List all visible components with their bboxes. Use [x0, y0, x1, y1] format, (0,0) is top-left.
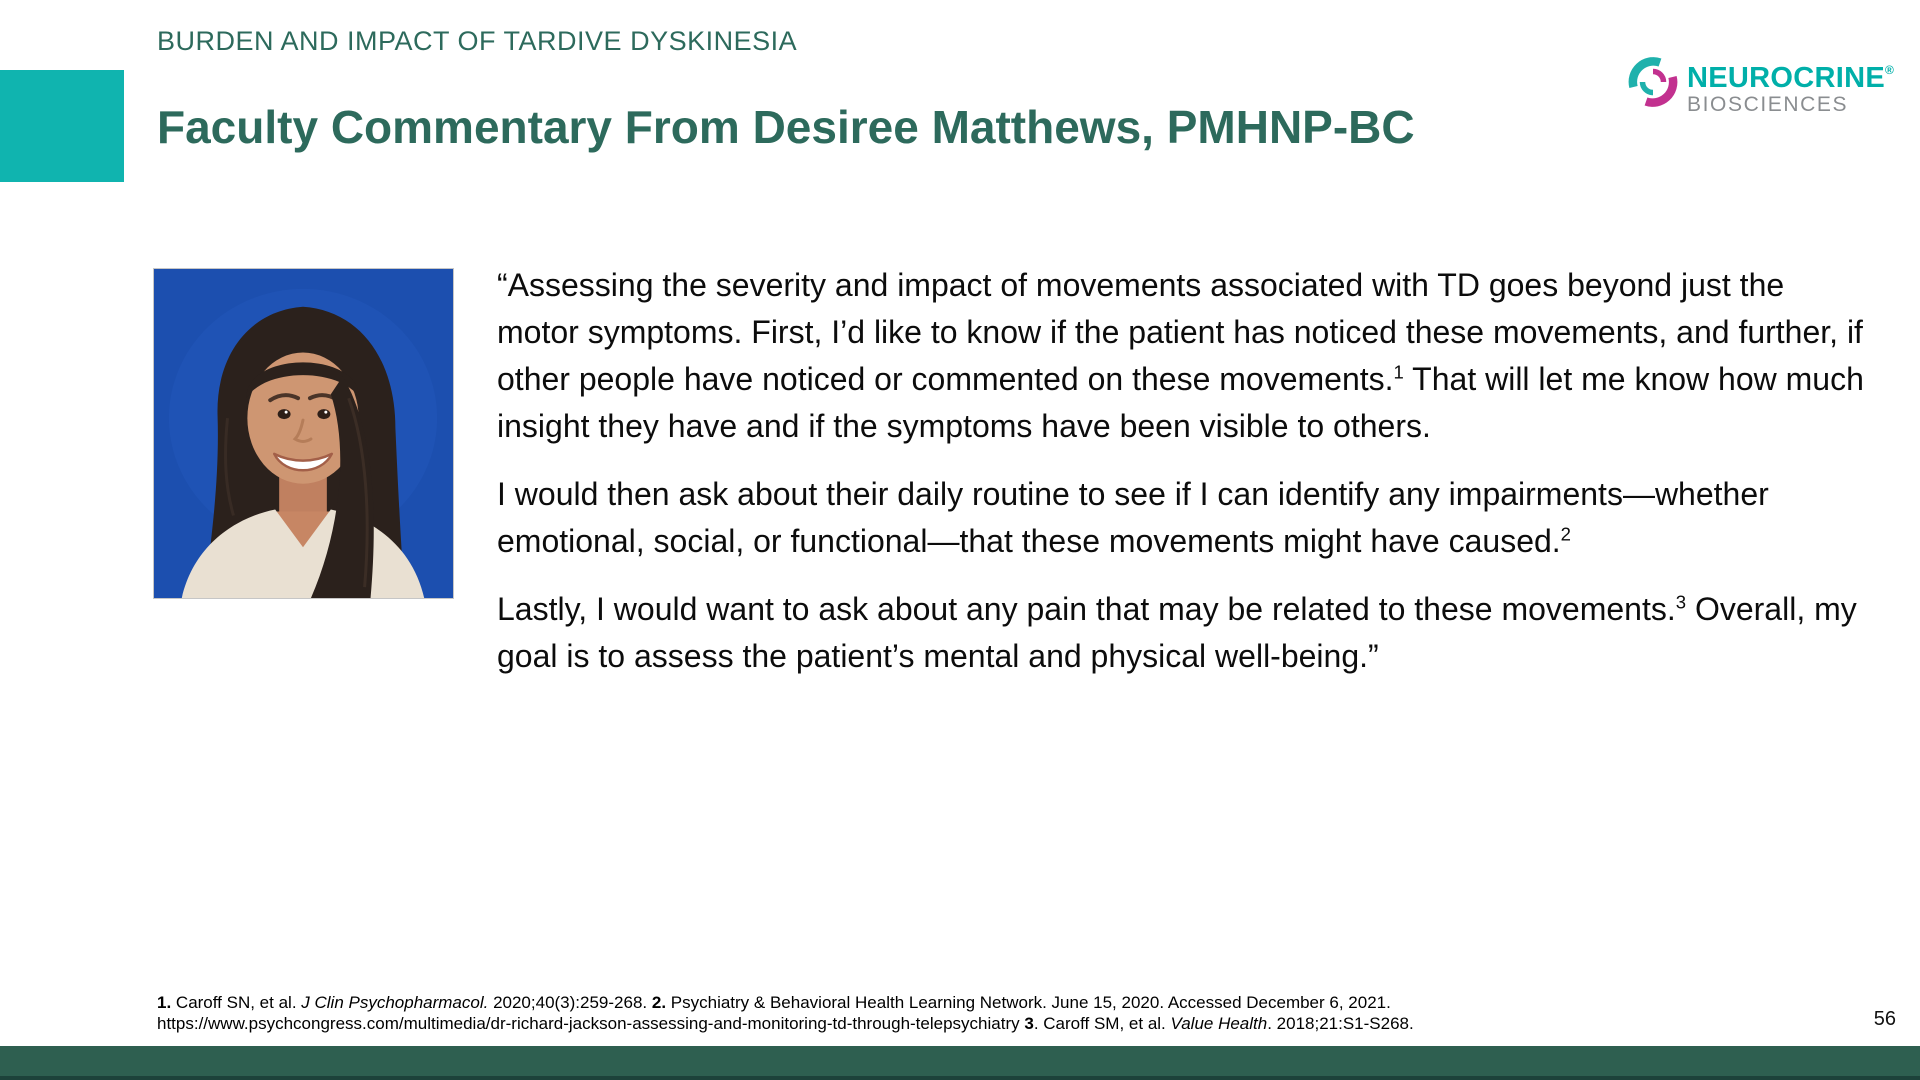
faculty-headshot-photo [153, 268, 454, 599]
logo-name [1687, 55, 1894, 93]
neurocrine-swirl-icon [1628, 57, 1678, 107]
quote-paragraph-1: “Assessing the severity and impact of movements associated with TD goes beyond just the motor symptoms. First, I’d like to know if the patient has noticed these movements, and further, if other people have noticed or commented on these movements.$^1$ That will let me know how much insight they have and if the symptoms have been visible to others. [497, 267, 1864, 444]
logo-name-text: NEUROCRINE [1687, 62, 1885, 94]
quote-paragraph-2: I would then ask about their daily routine to see if I can identify any impairments—whether emotional, social, or functional—that these movements might have caused.$^2$ [497, 476, 1769, 559]
page-title: Faculty Commentary From Desiree Matthews, PMHNP-BC [157, 101, 1415, 153]
accent-square [0, 70, 124, 182]
quote-block [497, 262, 1869, 701]
section-kicker: BURDEN AND IMPACT OF TARDIVE DYSKINESIA [157, 26, 798, 56]
quote-paragraph-3: Lastly, I would want to ask about any pain that may be related to these movements.$^3$ Overall, my goal is to assess the patient’s mental and physical well-being.” [497, 591, 1857, 674]
references [157, 993, 1414, 1034]
logo-subtitle: BIOSCIENCES [1687, 93, 1849, 116]
footer-bar [0, 1046, 1920, 1080]
neurocrine-logo [1628, 55, 1894, 116]
references-line-2: https://www.psychcongress.com/multimedia/dr-richard-jackson-assessing-and-monitoring-td-through-telepsychiatry 3. Caroff SM, et al. Value Health. 2018;21:S1-S268. [157, 1013, 1414, 1033]
neurocrine-logo-text [1687, 55, 1894, 116]
faculty-headshot-illustration [154, 269, 453, 598]
references-line-1: 1. Caroff SN, et al. J Clin Psychopharmacol. 2020;40(3):259-268. 2. Psychiatry & Behavioral Health Learning Network. June 15, 2020. Accessed December 6, 2021. [157, 993, 1391, 1012]
registered-mark: ® [1884, 63, 1895, 77]
page-number: 56 [1873, 1008, 1896, 1030]
